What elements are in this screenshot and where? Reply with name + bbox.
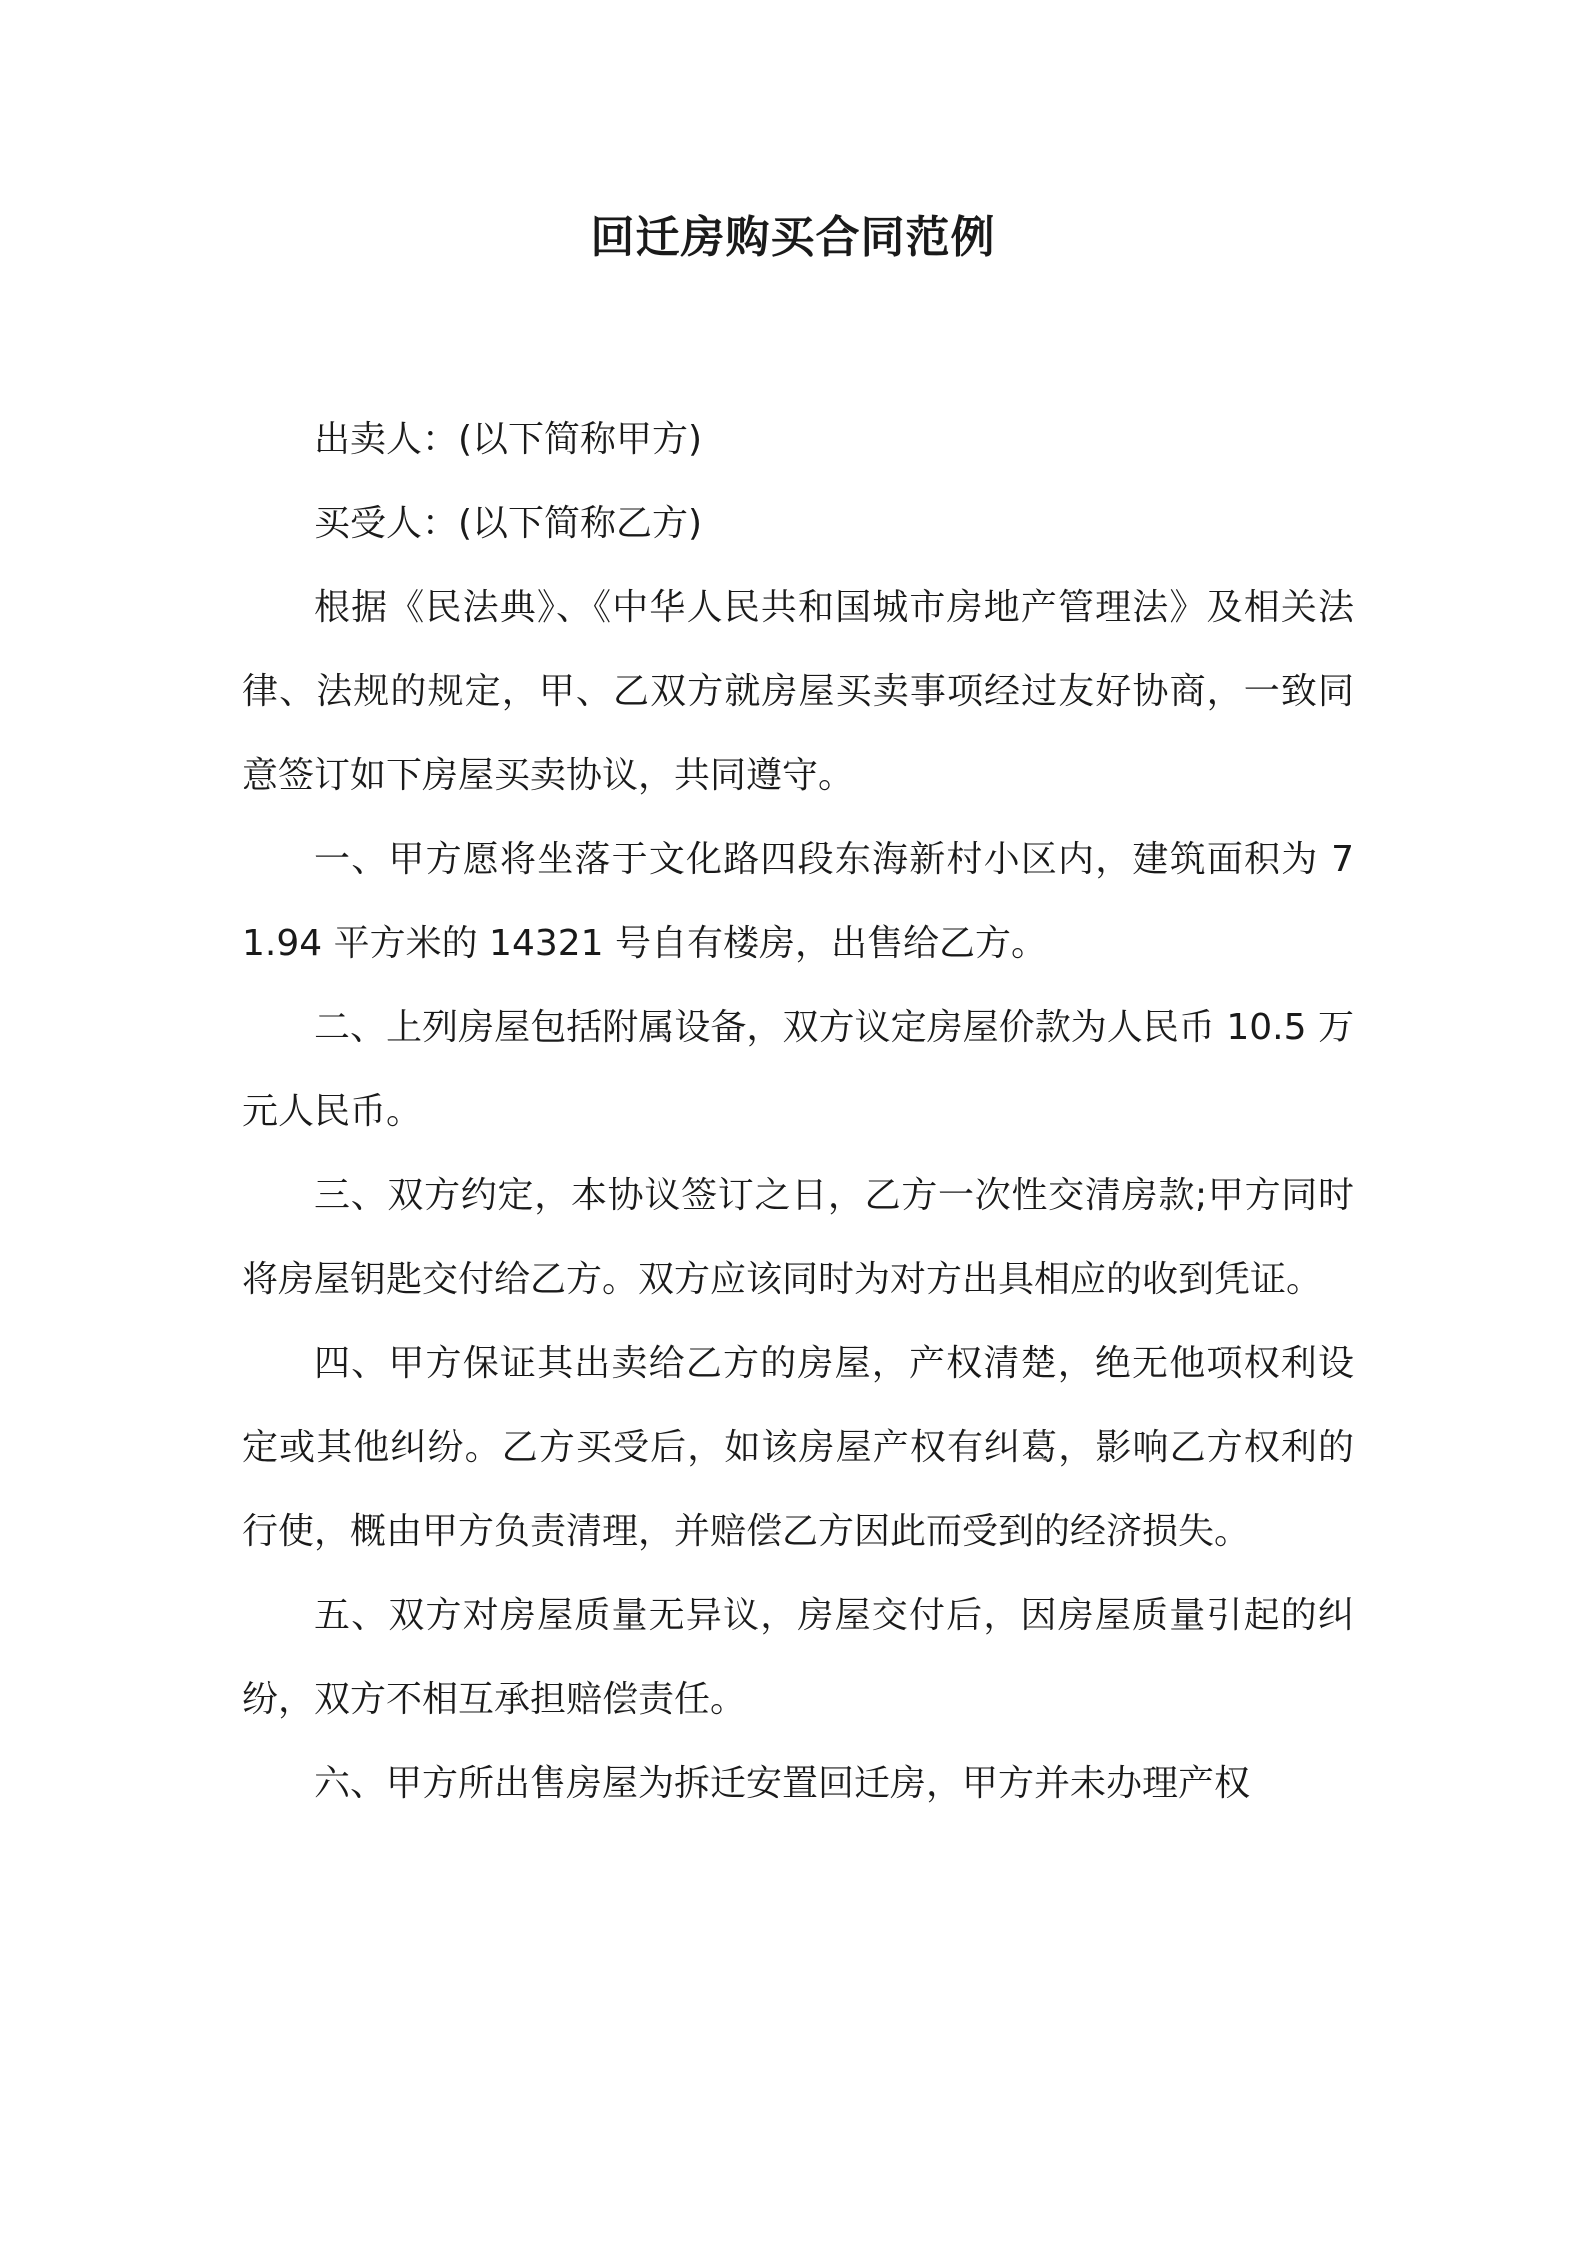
paragraph-clause-4: 四、甲方保证其出卖给乙方的房屋，产权清楚，绝无他项权利设定或其他纠纷。乙方买受后，如该房屋产权有纠葛，影响乙方权利的行使，概由甲方负责清理，并赔偿乙方因此而受到的经济损失。 <box>242 1343 1354 1552</box>
paragraph-clause-5: 五、双方对房屋质量无异议，房屋交付后，因房屋质量引起的纠纷，双方不相互承担赔偿责任。 <box>242 1595 1354 1720</box>
paragraph-clause-2: 二、上列房屋包括附属设备，双方议定房屋价款为人民币 10.5 万元人民币。 <box>242 1007 1354 1132</box>
paragraph-clause-6: 六、甲方所出售房屋为拆迁安置回迁房，甲方并未办理产权 <box>314 1763 1251 1804</box>
paragraph-clause-3: 三、双方约定，本协议签订之日，乙方一次性交清房款;甲方同时将房屋钥匙交付给乙方。双方应该同时为对方出具相应的收到凭证。 <box>242 1175 1354 1300</box>
paragraph-preamble: 根据《民法典》、《中华人民共和国城市房地产管理法》及相关法律、法规的规定，甲、乙双方就房屋买卖事项经过友好协商，一致同意签订如下房屋买卖协议，共同遵守。 <box>242 587 1354 796</box>
document-body <box>242 398 1354 1826</box>
document-title: 回迁房购买合同范例 <box>590 212 996 263</box>
paragraph-seller: 出卖人：(以下简称甲方) <box>314 419 703 460</box>
paragraph-clause-1: 一、甲方愿将坐落于文化路四段东海新村小区内，建筑面积为 71.94 平方米的 14321 号自有楼房，出售给乙方。 <box>242 839 1354 964</box>
paragraph-buyer: 买受人：(以下简称乙方) <box>314 503 703 544</box>
